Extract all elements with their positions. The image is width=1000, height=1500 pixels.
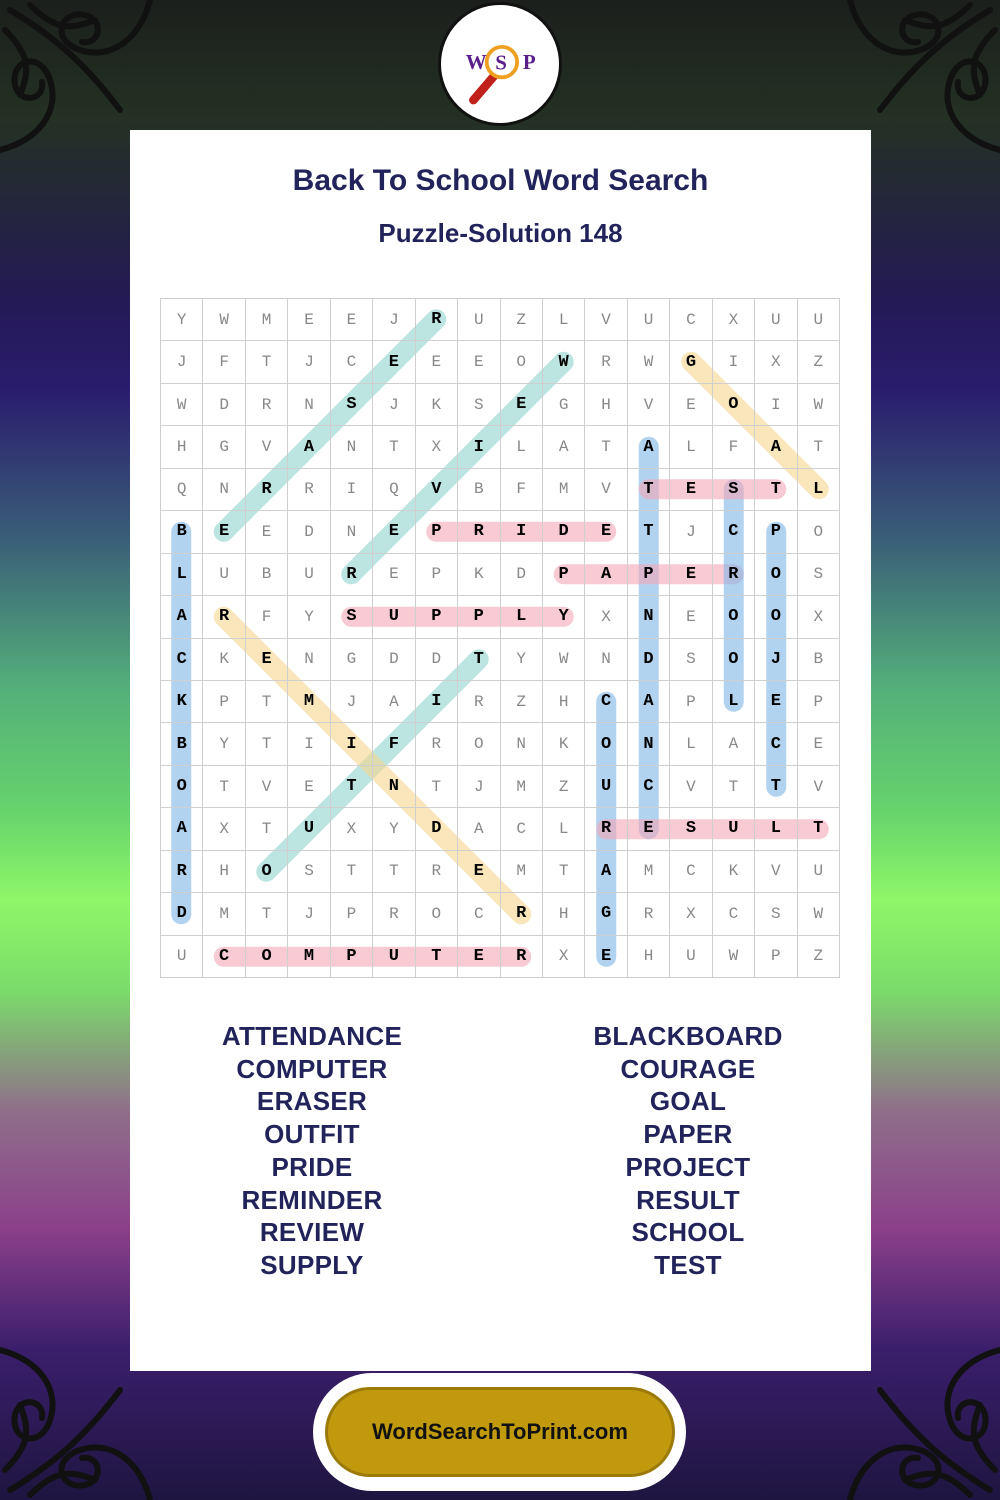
grid-cell: S — [713, 469, 755, 511]
grid-cell: Z — [798, 936, 840, 978]
grid-cell: F — [373, 723, 415, 765]
grid-cell: I — [713, 341, 755, 383]
grid-cell: R — [246, 384, 288, 426]
grid-cell: E — [670, 384, 712, 426]
grid-cell: C — [628, 766, 670, 808]
grid-cell: G — [203, 426, 245, 468]
grid-cell: I — [501, 511, 543, 553]
grid-cell: O — [161, 766, 203, 808]
grid-cell: U — [755, 299, 797, 341]
grid-cell: B — [458, 469, 500, 511]
grid-cell: P — [416, 511, 458, 553]
grid-cell: G — [543, 384, 585, 426]
grid-cell: C — [458, 893, 500, 935]
grid-cell: A — [161, 596, 203, 638]
grid-cell: Z — [543, 766, 585, 808]
grid-cell: P — [755, 511, 797, 553]
grid-cell: L — [501, 426, 543, 468]
grid-cell: T — [246, 341, 288, 383]
grid-cell: X — [543, 936, 585, 978]
word-list-item: SUPPLY — [260, 1249, 364, 1280]
grid-cell: R — [416, 723, 458, 765]
grid-cell: B — [246, 554, 288, 596]
grid-cell: O — [458, 723, 500, 765]
grid-cell: E — [416, 341, 458, 383]
grid-cell: T — [798, 426, 840, 468]
grid-cell: W — [628, 341, 670, 383]
word-list-item: PRIDE — [271, 1151, 353, 1182]
grid-cell: V — [246, 766, 288, 808]
grid-cell: O — [246, 851, 288, 893]
grid-cell: D — [501, 554, 543, 596]
grid-cell: C — [585, 681, 627, 723]
grid-cell: H — [628, 936, 670, 978]
grid-cell: J — [373, 384, 415, 426]
magnifier-handle — [473, 74, 496, 101]
grid-cell: V — [585, 299, 627, 341]
word-list-item: COURAGE — [620, 1053, 756, 1084]
grid-cell: E — [373, 554, 415, 596]
grid-cell: E — [585, 936, 627, 978]
grid-cell: C — [713, 893, 755, 935]
grid-cell: R — [628, 893, 670, 935]
grid-cell: X — [331, 808, 373, 850]
grid-cell: W — [203, 299, 245, 341]
grid-cell: E — [501, 384, 543, 426]
grid-cell: U — [458, 299, 500, 341]
grid-cell: U — [288, 554, 330, 596]
grid-cell: W — [713, 936, 755, 978]
grid-cell: F — [246, 596, 288, 638]
grid-cell: J — [288, 341, 330, 383]
grid-cell: E — [331, 299, 373, 341]
grid-cell: A — [585, 851, 627, 893]
grid-cell: W — [161, 384, 203, 426]
grid-cell: Y — [288, 596, 330, 638]
grid-cell: S — [458, 384, 500, 426]
grid-cell: E — [246, 639, 288, 681]
grid-cell: E — [246, 511, 288, 553]
grid-cell: N — [628, 596, 670, 638]
grid-cell: A — [288, 426, 330, 468]
grid-cell: R — [246, 469, 288, 511]
grid-cell: Z — [501, 299, 543, 341]
grid-cell: X — [670, 893, 712, 935]
grid-cell: C — [670, 851, 712, 893]
grid-cell: C — [161, 639, 203, 681]
grid-cell: R — [288, 469, 330, 511]
grid-cell: H — [585, 384, 627, 426]
grid-cell: V — [416, 469, 458, 511]
word-list-left — [152, 1020, 472, 1282]
grid-cell: H — [543, 681, 585, 723]
grid-cell: W — [543, 639, 585, 681]
grid-cell: P — [543, 554, 585, 596]
grid-cell: D — [161, 893, 203, 935]
grid-cell: M — [501, 851, 543, 893]
grid-cell: E — [670, 596, 712, 638]
grid-cell: Y — [203, 723, 245, 765]
grid-cell: R — [501, 893, 543, 935]
grid-cell: U — [373, 936, 415, 978]
grid-cell: T — [246, 808, 288, 850]
grid-cell: E — [670, 554, 712, 596]
grid-cell: L — [713, 681, 755, 723]
grid-cell: V — [246, 426, 288, 468]
grid-cell: J — [288, 893, 330, 935]
grid-cell: T — [755, 469, 797, 511]
grid-cell: E — [288, 766, 330, 808]
grid-cell: M — [628, 851, 670, 893]
grid-cell: P — [203, 681, 245, 723]
grid-cell: A — [585, 554, 627, 596]
grid-cell: N — [331, 511, 373, 553]
grid-cell: U — [798, 851, 840, 893]
grid-cell: X — [585, 596, 627, 638]
grid-cell: D — [288, 511, 330, 553]
grid-cell: O — [713, 639, 755, 681]
grid-cell: R — [458, 681, 500, 723]
word-list-item: COMPUTER — [236, 1053, 388, 1084]
grid-cell: T — [373, 851, 415, 893]
grid-cell: F — [501, 469, 543, 511]
grid-cell: V — [628, 384, 670, 426]
word-list-item: ERASER — [256, 1086, 368, 1117]
grid-cell: K — [161, 681, 203, 723]
grid-cell: N — [373, 766, 415, 808]
grid-cell: D — [203, 384, 245, 426]
grid-cell: T — [543, 851, 585, 893]
grid-cell: E — [798, 723, 840, 765]
grid-cell: I — [755, 384, 797, 426]
grid-cell: X — [203, 808, 245, 850]
grid-cell: O — [246, 936, 288, 978]
grid-cell: Q — [373, 469, 415, 511]
grid-cell: E — [458, 936, 500, 978]
grid-cell: O — [755, 554, 797, 596]
grid-cell: S — [755, 893, 797, 935]
grid-cell: I — [331, 723, 373, 765]
grid-cell: T — [755, 766, 797, 808]
word-list-item: RESULT — [636, 1184, 740, 1215]
grid-cell: C — [713, 511, 755, 553]
grid-cell: T — [246, 723, 288, 765]
word-list-item: SCHOOL — [631, 1217, 745, 1248]
grid-cell: O — [755, 596, 797, 638]
grid-cell: L — [670, 426, 712, 468]
grid-cell: N — [203, 469, 245, 511]
grid-cell: W — [798, 893, 840, 935]
grid-cell: I — [331, 469, 373, 511]
grid-cell: V — [755, 851, 797, 893]
grid-cell: Q — [161, 469, 203, 511]
grid-cell: S — [670, 639, 712, 681]
grid-cell: L — [501, 596, 543, 638]
grid-cell: J — [373, 299, 415, 341]
letter-grid — [160, 298, 840, 978]
grid-cell: A — [713, 723, 755, 765]
grid-cell: S — [331, 384, 373, 426]
grid-cell: P — [331, 893, 373, 935]
grid-cell: T — [585, 426, 627, 468]
grid-cell: S — [288, 851, 330, 893]
word-list-item: BLACKBOARD — [593, 1021, 783, 1051]
word-list-item: GOAL — [649, 1086, 727, 1117]
grid-cell: I — [416, 681, 458, 723]
grid-cell: I — [288, 723, 330, 765]
grid-cell: V — [798, 766, 840, 808]
grid-cell: R — [416, 851, 458, 893]
word-list-item: REVIEW — [259, 1217, 365, 1248]
grid-cell: R — [331, 554, 373, 596]
grid-cell: U — [585, 766, 627, 808]
grid-cell: N — [585, 639, 627, 681]
grid-cell: M — [288, 936, 330, 978]
puzzle-card — [130, 130, 871, 1371]
grid-cell: E — [458, 341, 500, 383]
grid-cell: C — [670, 299, 712, 341]
grid-cell: H — [161, 426, 203, 468]
grid-cell: O — [585, 723, 627, 765]
grid-cell: R — [501, 936, 543, 978]
grid-cell: W — [798, 384, 840, 426]
grid-cell: T — [373, 426, 415, 468]
grid-cell: Y — [543, 596, 585, 638]
grid-cell: E — [203, 511, 245, 553]
grid-cell: O — [798, 511, 840, 553]
grid-cell: L — [755, 808, 797, 850]
word-list-item: ATTENDANCE — [221, 1021, 403, 1051]
grid-cell: O — [713, 596, 755, 638]
grid-cell: E — [755, 681, 797, 723]
grid-cell: T — [458, 639, 500, 681]
grid-cell: T — [416, 936, 458, 978]
grid-cell: U — [288, 808, 330, 850]
grid-cell: E — [288, 299, 330, 341]
grid-cell: R — [161, 851, 203, 893]
grid-cell: E — [373, 511, 415, 553]
grid-cell: L — [543, 299, 585, 341]
grid-cell: M — [501, 766, 543, 808]
grid-cell: T — [203, 766, 245, 808]
grid-cell: N — [501, 723, 543, 765]
grid-cell: R — [585, 808, 627, 850]
grid-cell: E — [670, 469, 712, 511]
grid-cell: T — [331, 851, 373, 893]
grid-cell: M — [288, 681, 330, 723]
grid-cell: L — [798, 469, 840, 511]
puzzle-title: Back To School Word Search — [292, 164, 709, 197]
grid-cell: G — [670, 341, 712, 383]
grid-cell: F — [203, 341, 245, 383]
grid-cell: A — [458, 808, 500, 850]
grid-cell: J — [161, 341, 203, 383]
grid-cell: D — [373, 639, 415, 681]
grid-cell: U — [670, 936, 712, 978]
logo-letter-p: P — [522, 49, 536, 74]
word-list-item: PROJECT — [625, 1151, 751, 1182]
grid-cell: M — [543, 469, 585, 511]
grid-cell: U — [203, 554, 245, 596]
word-list-right — [528, 1020, 848, 1282]
grid-cell: P — [670, 681, 712, 723]
grid-cell: U — [161, 936, 203, 978]
grid-cell: T — [798, 808, 840, 850]
website-button[interactable]: WordSearchToPrint.com — [325, 1387, 675, 1477]
grid-cell: G — [331, 639, 373, 681]
grid-cell: D — [416, 639, 458, 681]
grid-cell: E — [373, 341, 415, 383]
grid-cell: A — [628, 426, 670, 468]
grid-cell: N — [331, 426, 373, 468]
grid-cell: S — [670, 808, 712, 850]
grid-cell: R — [585, 341, 627, 383]
grid-cell: U — [713, 808, 755, 850]
grid-cell: K — [416, 384, 458, 426]
grid-cell: Y — [501, 639, 543, 681]
grid-cell: U — [628, 299, 670, 341]
grid-cell: D — [416, 808, 458, 850]
logo-letter-w: W — [465, 49, 487, 74]
grid-cell: C — [501, 808, 543, 850]
grid-cell: K — [543, 723, 585, 765]
grid-cell: V — [585, 469, 627, 511]
word-list-item: OUTFIT — [264, 1119, 360, 1150]
grid-cell: T — [628, 511, 670, 553]
grid-cell: L — [161, 554, 203, 596]
grid-cell: P — [458, 596, 500, 638]
grid-cell: C — [203, 936, 245, 978]
grid-cell: P — [331, 936, 373, 978]
grid-cell: I — [458, 426, 500, 468]
grid-cell: L — [670, 723, 712, 765]
grid-cell: S — [331, 596, 373, 638]
grid-cell: D — [628, 639, 670, 681]
grid-cell: B — [161, 723, 203, 765]
grid-cell: G — [585, 893, 627, 935]
grid-cell: C — [331, 341, 373, 383]
grid-cell: O — [416, 893, 458, 935]
grid-cell: A — [373, 681, 415, 723]
grid-cell: J — [670, 511, 712, 553]
grid-cell: T — [246, 681, 288, 723]
grid-cell: T — [416, 766, 458, 808]
grid-cell: E — [458, 851, 500, 893]
grid-cell: N — [288, 384, 330, 426]
grid-cell: X — [798, 596, 840, 638]
puzzle-subtitle: Puzzle-Solution 148 — [378, 218, 623, 248]
grid-cell: Y — [373, 808, 415, 850]
grid-cell: E — [585, 511, 627, 553]
grid-cell: A — [161, 808, 203, 850]
grid-cell: W — [543, 341, 585, 383]
word-list-item: TEST — [654, 1249, 722, 1280]
grid-cell: R — [416, 299, 458, 341]
grid-cell: A — [543, 426, 585, 468]
grid-cell: O — [501, 341, 543, 383]
grid-cell: T — [331, 766, 373, 808]
grid-cell: M — [203, 893, 245, 935]
grid-cell: H — [203, 851, 245, 893]
grid-cell: A — [755, 426, 797, 468]
word-list-item: REMINDER — [241, 1184, 383, 1215]
grid-cell: M — [246, 299, 288, 341]
grid-cell: R — [713, 554, 755, 596]
grid-cell: T — [246, 893, 288, 935]
grid-cell: L — [543, 808, 585, 850]
grid-cell: Y — [161, 299, 203, 341]
grid-cell: E — [628, 808, 670, 850]
grid-cell: T — [628, 469, 670, 511]
grid-cell: K — [458, 554, 500, 596]
grid-cell: B — [798, 639, 840, 681]
grid-cell: O — [713, 384, 755, 426]
grid-cell: P — [416, 596, 458, 638]
grid-cell: U — [373, 596, 415, 638]
wsp-logo[interactable] — [438, 2, 562, 126]
grid-cell: P — [755, 936, 797, 978]
grid-cell: U — [798, 299, 840, 341]
word-search-grid — [160, 298, 840, 978]
grid-cell: V — [670, 766, 712, 808]
grid-cell: T — [713, 766, 755, 808]
grid-cell: D — [543, 511, 585, 553]
grid-cell: Z — [501, 681, 543, 723]
grid-cell: B — [161, 511, 203, 553]
grid-cell: R — [458, 511, 500, 553]
logo-letter-s: S — [495, 50, 507, 75]
grid-cell: C — [755, 723, 797, 765]
grid-cell: P — [798, 681, 840, 723]
grid-cell: X — [416, 426, 458, 468]
grid-cell: N — [628, 723, 670, 765]
grid-cell: X — [713, 299, 755, 341]
grid-cell: X — [755, 341, 797, 383]
word-list — [130, 1020, 871, 1280]
grid-cell: J — [755, 639, 797, 681]
grid-cell: S — [798, 554, 840, 596]
grid-cell: J — [458, 766, 500, 808]
grid-cell: R — [373, 893, 415, 935]
grid-cell: R — [203, 596, 245, 638]
grid-cell: F — [713, 426, 755, 468]
grid-cell: N — [288, 639, 330, 681]
grid-cell: P — [628, 554, 670, 596]
grid-cell: H — [543, 893, 585, 935]
grid-cell: A — [628, 681, 670, 723]
grid-cell: P — [416, 554, 458, 596]
grid-cell: J — [331, 681, 373, 723]
grid-cell: K — [713, 851, 755, 893]
grid-cell: Z — [798, 341, 840, 383]
word-list-item: PAPER — [643, 1119, 733, 1150]
grid-cell: K — [203, 639, 245, 681]
